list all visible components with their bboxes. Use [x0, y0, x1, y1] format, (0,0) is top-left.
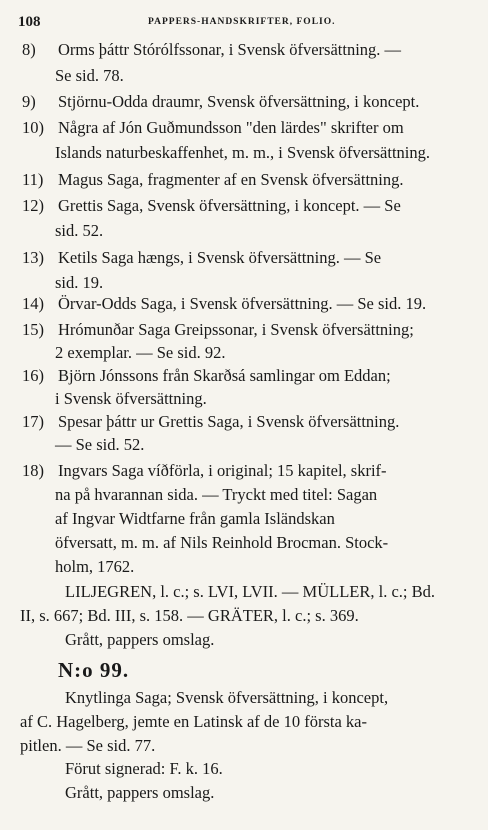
line-text: Örvar-Odds Saga, i Svensk öfversättning. — Se sid. 19. — [58, 294, 427, 313]
line-text: 18) — [22, 461, 44, 480]
line-text: i Svensk öfversättning. — [55, 389, 207, 408]
line-text: Magus Saga, fragmenter af en Svensk öfversättning. — [58, 170, 404, 189]
line-text: Ketils Saga hængs, i Svensk öfversättning. — Se — [58, 248, 382, 267]
line-text: Orms þáttr Stórólfssonar, i Svensk öfversättning. — — [58, 40, 402, 59]
line-text: Spesar þáttr ur Grettis Saga, i Svensk öfversättning. — [58, 412, 400, 431]
line-text: 9) — [22, 92, 36, 111]
line-text: Se sid. 78. — [55, 66, 124, 85]
line-text: LILJEGREN, l. c.; s. LVI, LVII. — MÜLLER, l. c.; Bd. — [65, 582, 436, 601]
line-text: holm, 1762. — [55, 557, 135, 576]
line-text: pitlen. — Se sid. 77. — [20, 736, 156, 755]
page-number: 108 — [18, 14, 41, 30]
line-text: Grettis Saga, Svensk öfversättning, i koncept. — Se — [58, 196, 401, 215]
line-text: Knytlinga Saga; Svensk öfversättning, i koncept, — [65, 688, 389, 707]
line-text: 13) — [22, 248, 44, 267]
line-text: Förut signerad: F. k. 16. — [65, 759, 223, 778]
line-text: 17) — [22, 412, 44, 431]
line-text: Några af Jón Guðmundsson "den lärdes" skrifter om — [58, 118, 404, 137]
line-text: N:o 99. — [58, 658, 130, 682]
line-text: 2 exemplar. — Se sid. 92. — [55, 343, 226, 362]
line-text: 12) — [22, 196, 44, 215]
line-text: Ingvars Saga víðförla, i original; 15 kapitel, skrif- — [58, 461, 387, 480]
line-text: 10) — [22, 118, 44, 137]
running-head: PAPPERS-HANDSKRIFTER, FOLIO. — [148, 17, 336, 27]
line-text: Björn Jónssons från Skarðsá samlingar om Eddan; — [58, 366, 391, 385]
line-text: 14) — [22, 294, 44, 313]
line-text: II, s. 667; Bd. III, s. 158. — GRÄTER, l. c.; s. 369. — [20, 606, 359, 625]
line-text: 11) — [22, 170, 44, 189]
line-text: 15) — [22, 320, 44, 339]
line-text: — Se sid. 52. — [55, 435, 145, 454]
line-text: af Ingvar Widtfarne från gamla Isländskan — [55, 509, 335, 528]
line-text: sid. 52. — [55, 221, 104, 240]
line-text: öfversatt, m. m. af Nils Reinhold Brocman. Stock- — [55, 533, 389, 552]
line-text: Hrómunðar Saga Greipssonar, i Svensk öfversättning; — [58, 320, 414, 339]
line-text: Grått, pappers omslag. — [65, 630, 215, 649]
line-text: Islands naturbeskaffenhet, m. m., i Svensk öfversättning. — [55, 143, 430, 162]
page-header — [18, 14, 470, 32]
line-text: af C. Hagelberg, jemte en Latinsk af de 10 första ka- — [20, 712, 367, 731]
line-text: sid. 19. — [55, 273, 104, 292]
line-text: Grått, pappers omslag. — [65, 783, 215, 802]
line-text: Stjörnu-Odda draumr, Svensk öfversättning, i koncept. — [58, 92, 420, 111]
line-text: 8) — [22, 40, 36, 59]
line-text: 16) — [22, 366, 44, 385]
line-text: na på hvarannan sida. — Tryckt med titel: Sagan — [55, 485, 378, 504]
